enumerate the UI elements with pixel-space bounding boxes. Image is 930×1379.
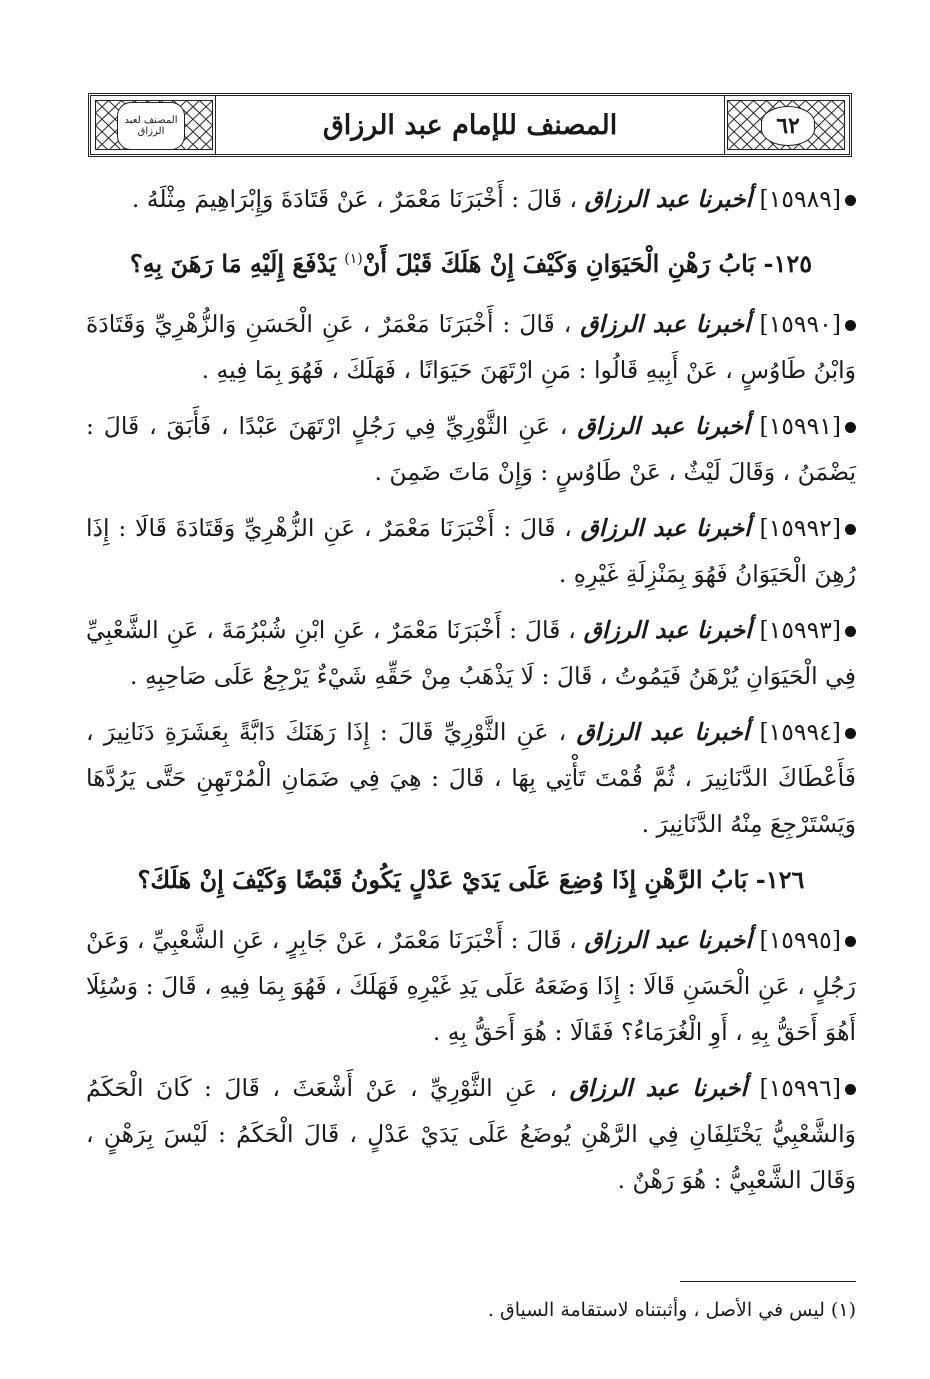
hadith-number: [١٥٩٩٠] — [759, 310, 841, 338]
chapter-heading — [86, 236, 856, 287]
bullet-icon — [845, 195, 856, 206]
hadith-text: ، عَنِ الثَّوْرِيِّ فِي رَجُلٍ ارْتَهَنَ عَبْدًا ، فَأَبَقَ ، قَالَ : يَضْمَنُ ، وَقَالَ لَيْثٌ ، عَنْ طَاوُسٍ : وَإِنْ مَاتَ ضَمِنَ . — [86, 412, 856, 486]
hadith-number: [١٥٩٩٥] — [759, 926, 841, 954]
narrator-phrase: أخبرنا عبد الرزاق — [577, 412, 750, 440]
hadith-paragraph — [86, 505, 856, 597]
hadith-paragraph — [86, 403, 856, 495]
page-number-text: ٦٢ — [776, 113, 800, 139]
page-number — [761, 106, 815, 146]
bullet-icon — [845, 524, 856, 535]
hadith-text: ، قَالَ : أَخْبَرَنَا مَعْمَرٌ ، عَنْ جَابِرٍ ، عَنِ الشَّعْبِيِّ ، وَعَنْ رَجُلٍ ، عَنِ الْحَسَنِ قَالَا : إِذَا وَضَعَهُ عَلَى يَدِ غَيْرِهِ فَهَلَكَ ، فَهُوَ بِمَا فِيهِ ، قَالَ : وَسُئِلَا أَهُوَ أَحَقُّ بِهِ ، أَوِ الْغُرَمَاءُ؟ فَقَالَا : هُوَ أَحَقُّ بِهِ . — [86, 926, 856, 1046]
hadith-number: [١٥٩٨٩] — [759, 185, 841, 213]
narrator-phrase: أخبرنا عبد الرزاق — [569, 1074, 748, 1102]
bullet-icon — [845, 422, 856, 433]
hadith-text: ، عَنِ الثَّوْرِيِّ قَالَ : إِذَا رَهَنَكَ دَابَّةً بِعَشَرَةِ دَنَانِيرَ ، فَأَعْطَاكَ الدَّنَانِيرَ ، ثُمَّ قُمْتَ تَأْتِي بِهَا ، قَالَ : هِيَ فِي ضَمَانِ الْمُرْتَهِنِ حَتَّى يَرُدَّهَا وَيَسْتَرْجِعَ مِنْهُ الدَّنَانِيرَ . — [86, 718, 857, 838]
book-emblem — [117, 102, 185, 150]
running-title: المصنف للإمام عبد الرزاق — [322, 109, 618, 141]
hadith-text: ، قَالَ : أَخْبَرَنَا مَعْمَرٌ ، عَنِ الزُّهْرِيِّ وَقَتَادَةَ قَالَا : إِذَا رُهِنَ الْحَيَوَانُ فَهُوَ بِمَنْزِلَةِ غَيْرِهِ . — [86, 514, 856, 588]
bullet-icon — [845, 320, 856, 331]
hadith-paragraph — [86, 301, 856, 393]
hadith-paragraph — [86, 709, 856, 847]
narrator-phrase: أخبرنا عبد الرزاق — [576, 718, 750, 746]
hadith-number: [١٥٩٩٦] — [759, 1074, 841, 1102]
hadith-paragraph — [86, 607, 856, 699]
page-header — [88, 93, 852, 157]
running-title-box — [215, 96, 725, 154]
footnote-marker[interactable]: (١) — [344, 251, 363, 267]
footnote — [488, 1296, 856, 1324]
bullet-icon — [845, 626, 856, 637]
footnote-divider — [680, 1281, 856, 1282]
bullet-icon — [845, 936, 856, 947]
page-content — [86, 176, 856, 1213]
bullet-icon — [845, 728, 856, 739]
narrator-phrase: أخبرنا عبد الرزاق — [583, 616, 752, 644]
book-emblem-text: المصنف لعبد الرزاق — [124, 115, 178, 137]
hadith-text: ، قَالَ : أَخْبَرَنَا مَعْمَرٌ ، عَنِ الْحَسَنِ وَالزُّهْرِيِّ وَقَتَادَةَ وَابْنُ طَاوُسٍ ، عَنْ أَبِيهِ قَالُوا : مَنِ ارْتَهَنَ حَيَوَانًا ، فَهَلَكَ ، فَهُوَ بِمَا فِيهِ . — [86, 310, 856, 384]
chapter-heading — [86, 857, 856, 903]
hadith-paragraph — [86, 1065, 856, 1203]
narrator-phrase: أخبرنا عبد الرزاق — [580, 310, 751, 338]
chapter-title: ١٢٥- بَابُ رَهْنِ الْحَيَوَانِ وَكَيْفَ إِنْ هَلَكَ قَبْلَ أَنْ — [362, 249, 813, 278]
hadith-text: ، قَالَ : أَخْبَرَنَا مَعْمَرٌ ، عَنِ ابْنِ شُبْرُمَةَ ، عَنِ الشَّعْبِيِّ فِي الْحَيَوَانِ يُرْهَنُ فَيَمُوتُ ، قَالَ : لَا يَذْهَبُ مِنْ حَقِّهِ شَيْءٌ يَرْجِعُ عَلَى صَاحِبِهِ . — [86, 616, 856, 690]
narrator-phrase: أخبرنا عبد الرزاق — [584, 926, 752, 954]
hadith-text: ، عَنِ الثَّوْرِيِّ ، عَنْ أَشْعَثَ ، قَالَ : كَانَ الْحَكَمُ وَالشَّعْبِيُّ يَخْتَلِفَانِ فِي الرَّهْنِ يُوضَعُ عَلَى يَدَيْ عَدْلٍ ، قَالَ الْحَكَمُ : لَيْسَ بِرَهْنٍ ، وَقَالَ الشَّعْبِيُّ : هُوَ رَهْنٌ . — [86, 1074, 856, 1194]
hadith-number: [١٥٩٩٢] — [759, 514, 841, 542]
narrator-phrase: أخبرنا عبد الرزاق — [580, 514, 751, 542]
hadith-number: [١٥٩٩٣] — [759, 616, 841, 644]
hadith-text: ، قَالَ : أَخْبَرَنَا مَعْمَرٌ ، عَنْ قَتَادَةَ وَإِبْرَاهِيمَ مِثْلَهُ . — [131, 185, 578, 213]
footnote-text: (١) ليس في الأصل ، وأثبتناه لاستقامة السياق . — [487, 1299, 856, 1321]
chapter-title: ١٢٦- بَابُ الرَّهْنِ إِذَا وُضِعَ عَلَى يَدَيْ عَدْلٍ يَكُونُ قَبْضًا وَكَيْفَ إِنْ هَلَكَ؟ — [137, 865, 805, 894]
hadith-number: [١٥٩٩١] — [759, 412, 841, 440]
bullet-icon — [845, 1084, 856, 1095]
hadith-number: [١٥٩٩٤] — [759, 718, 841, 746]
hadith-paragraph — [86, 176, 856, 222]
narrator-phrase: أخبرنا عبد الرزاق — [584, 185, 753, 213]
chapter-title-end: يَدْفَعَ إِلَيْهِ مَا رَهَنَ بِهِ؟ — [129, 249, 336, 278]
hadith-paragraph — [86, 917, 856, 1055]
